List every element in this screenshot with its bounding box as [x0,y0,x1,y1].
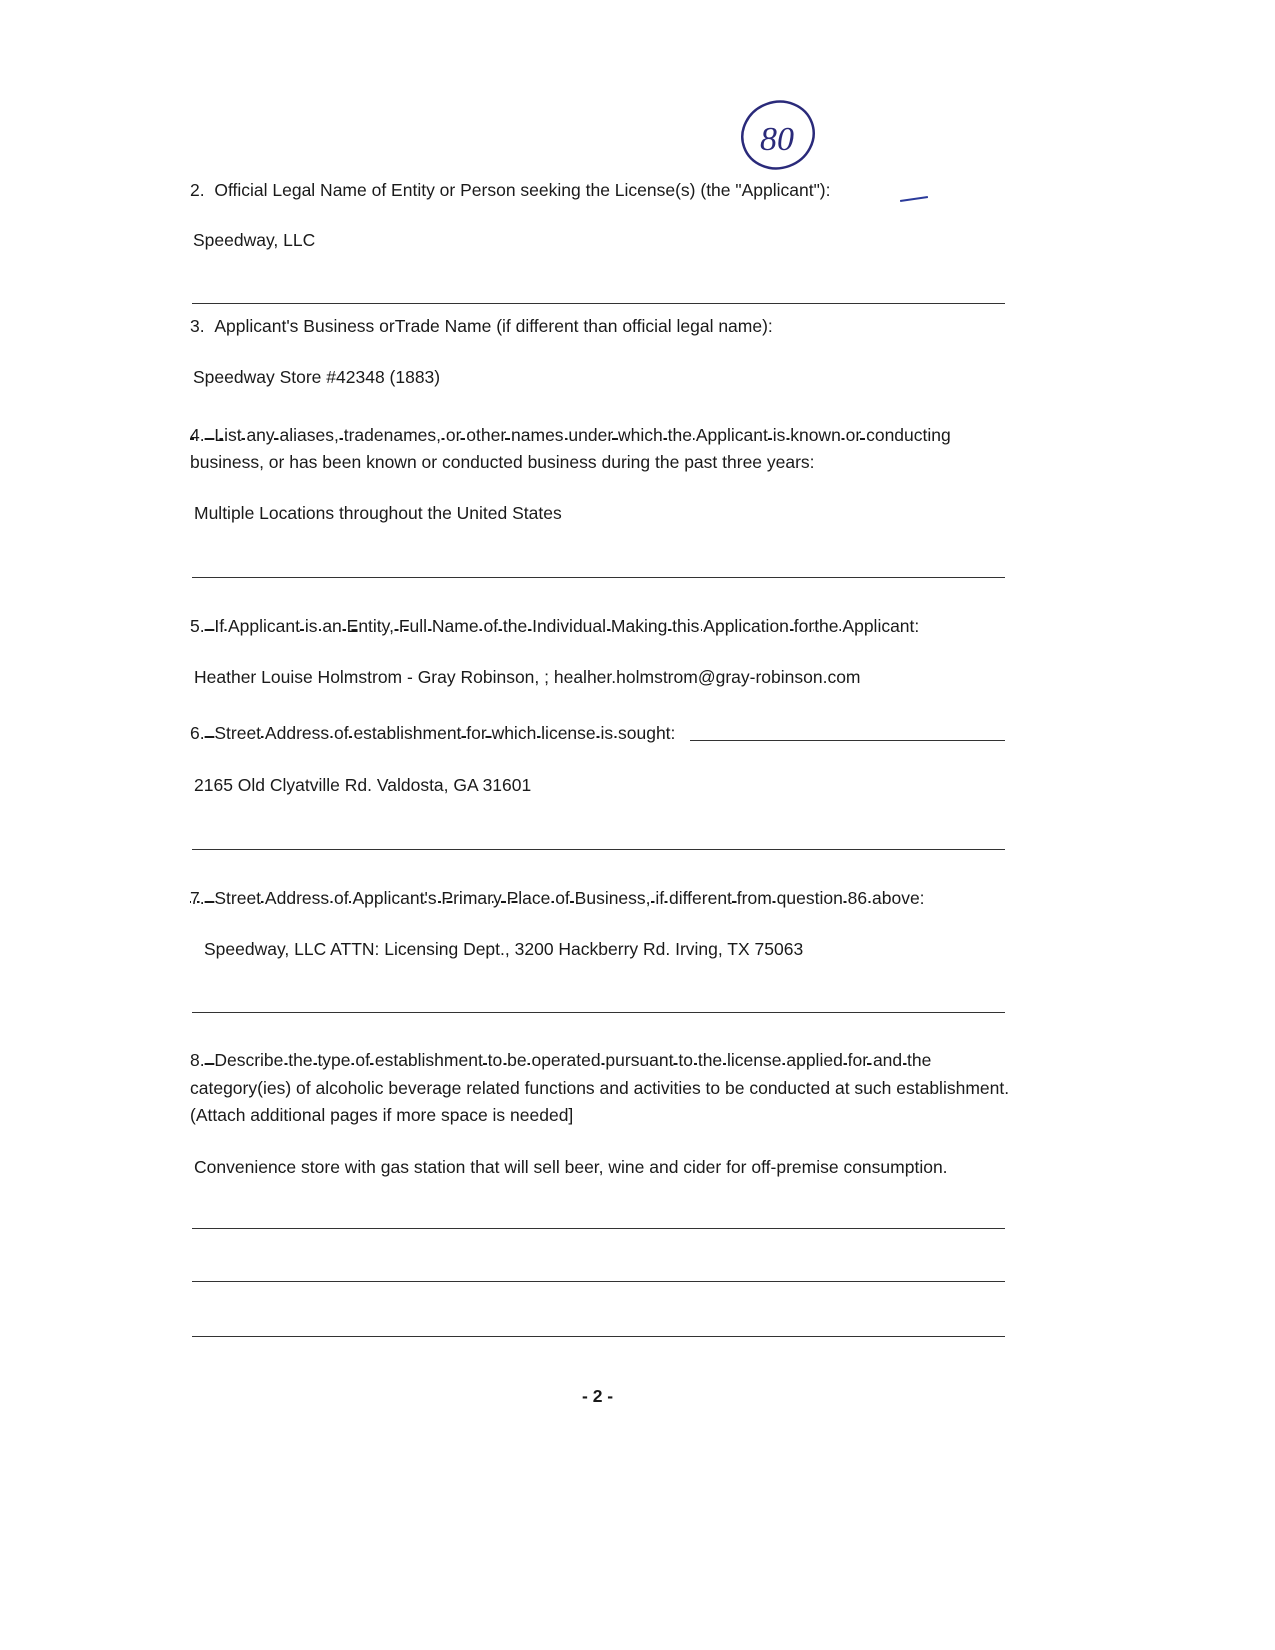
question-4-line2: business, or has been known or conducted business during the past three years: [190,452,815,472]
answer-8: Convenience store with gas station that will sell beer, wine and cider for off-premise consumption. [194,1157,948,1177]
answer-6: 2165 Old Clyatville Rd. Valdosta, GA 31601 [194,775,532,795]
answer-line [192,1228,1005,1229]
question-7: 7. Street Address of Applicant's Primary Place of Business, if different from question 86 above: [190,888,925,908]
question-6: 6. Street Address of establishment for which license is sought: [190,723,676,743]
pen-mark [900,196,928,202]
question-2: 2. Official Legal Name of Entity or Person seeking the License(s) (the "Applicant"): [190,180,831,200]
handwritten-circled-number-stamp [730,90,830,180]
answer-line [192,849,1005,850]
answer-3: Speedway Store #42348 (1883) [193,367,441,387]
page-number: - 2 - [582,1386,614,1406]
answer-7: Speedway, LLC ATTN: Licensing Dept., 3200 Hackberry Rd. Irving, TX 75063 [204,939,804,959]
question-5: 5. If Applicant is an Entity, Full Name of the Individual Making this Application forthe Applicant: [190,616,920,636]
question-8-line2: category(ies) of alcoholic beverage related functions and activities to be conducted at such establishment. [190,1078,1010,1098]
answer-5: Heather Louise Holmstrom - Gray Robinson, ; healher.holmstrom@gray-robinson.com [194,667,861,687]
answer-line [192,303,1005,304]
question-4: 4. List any aliases, tradenames, or other names under which the Applicant is known or conducting [190,425,951,445]
question-8-line3: (Attach additional pages if more space is needed] [190,1105,574,1125]
answer-line [192,1012,1005,1013]
question-8: 8. Describe the type of establishment to be operated pursuant to the license applied for and the [190,1050,932,1070]
question-3: 3. Applicant's Business orTrade Name (if different than official legal name): [190,316,773,336]
answer-2: Speedway, LLC [193,230,316,250]
answer-line [192,1336,1005,1337]
answer-line [192,1281,1005,1282]
question-line [690,740,1005,741]
svg-text:80: 80 [760,121,794,158]
answer-4: Multiple Locations throughout the United States [194,503,562,523]
answer-line [192,577,1005,578]
